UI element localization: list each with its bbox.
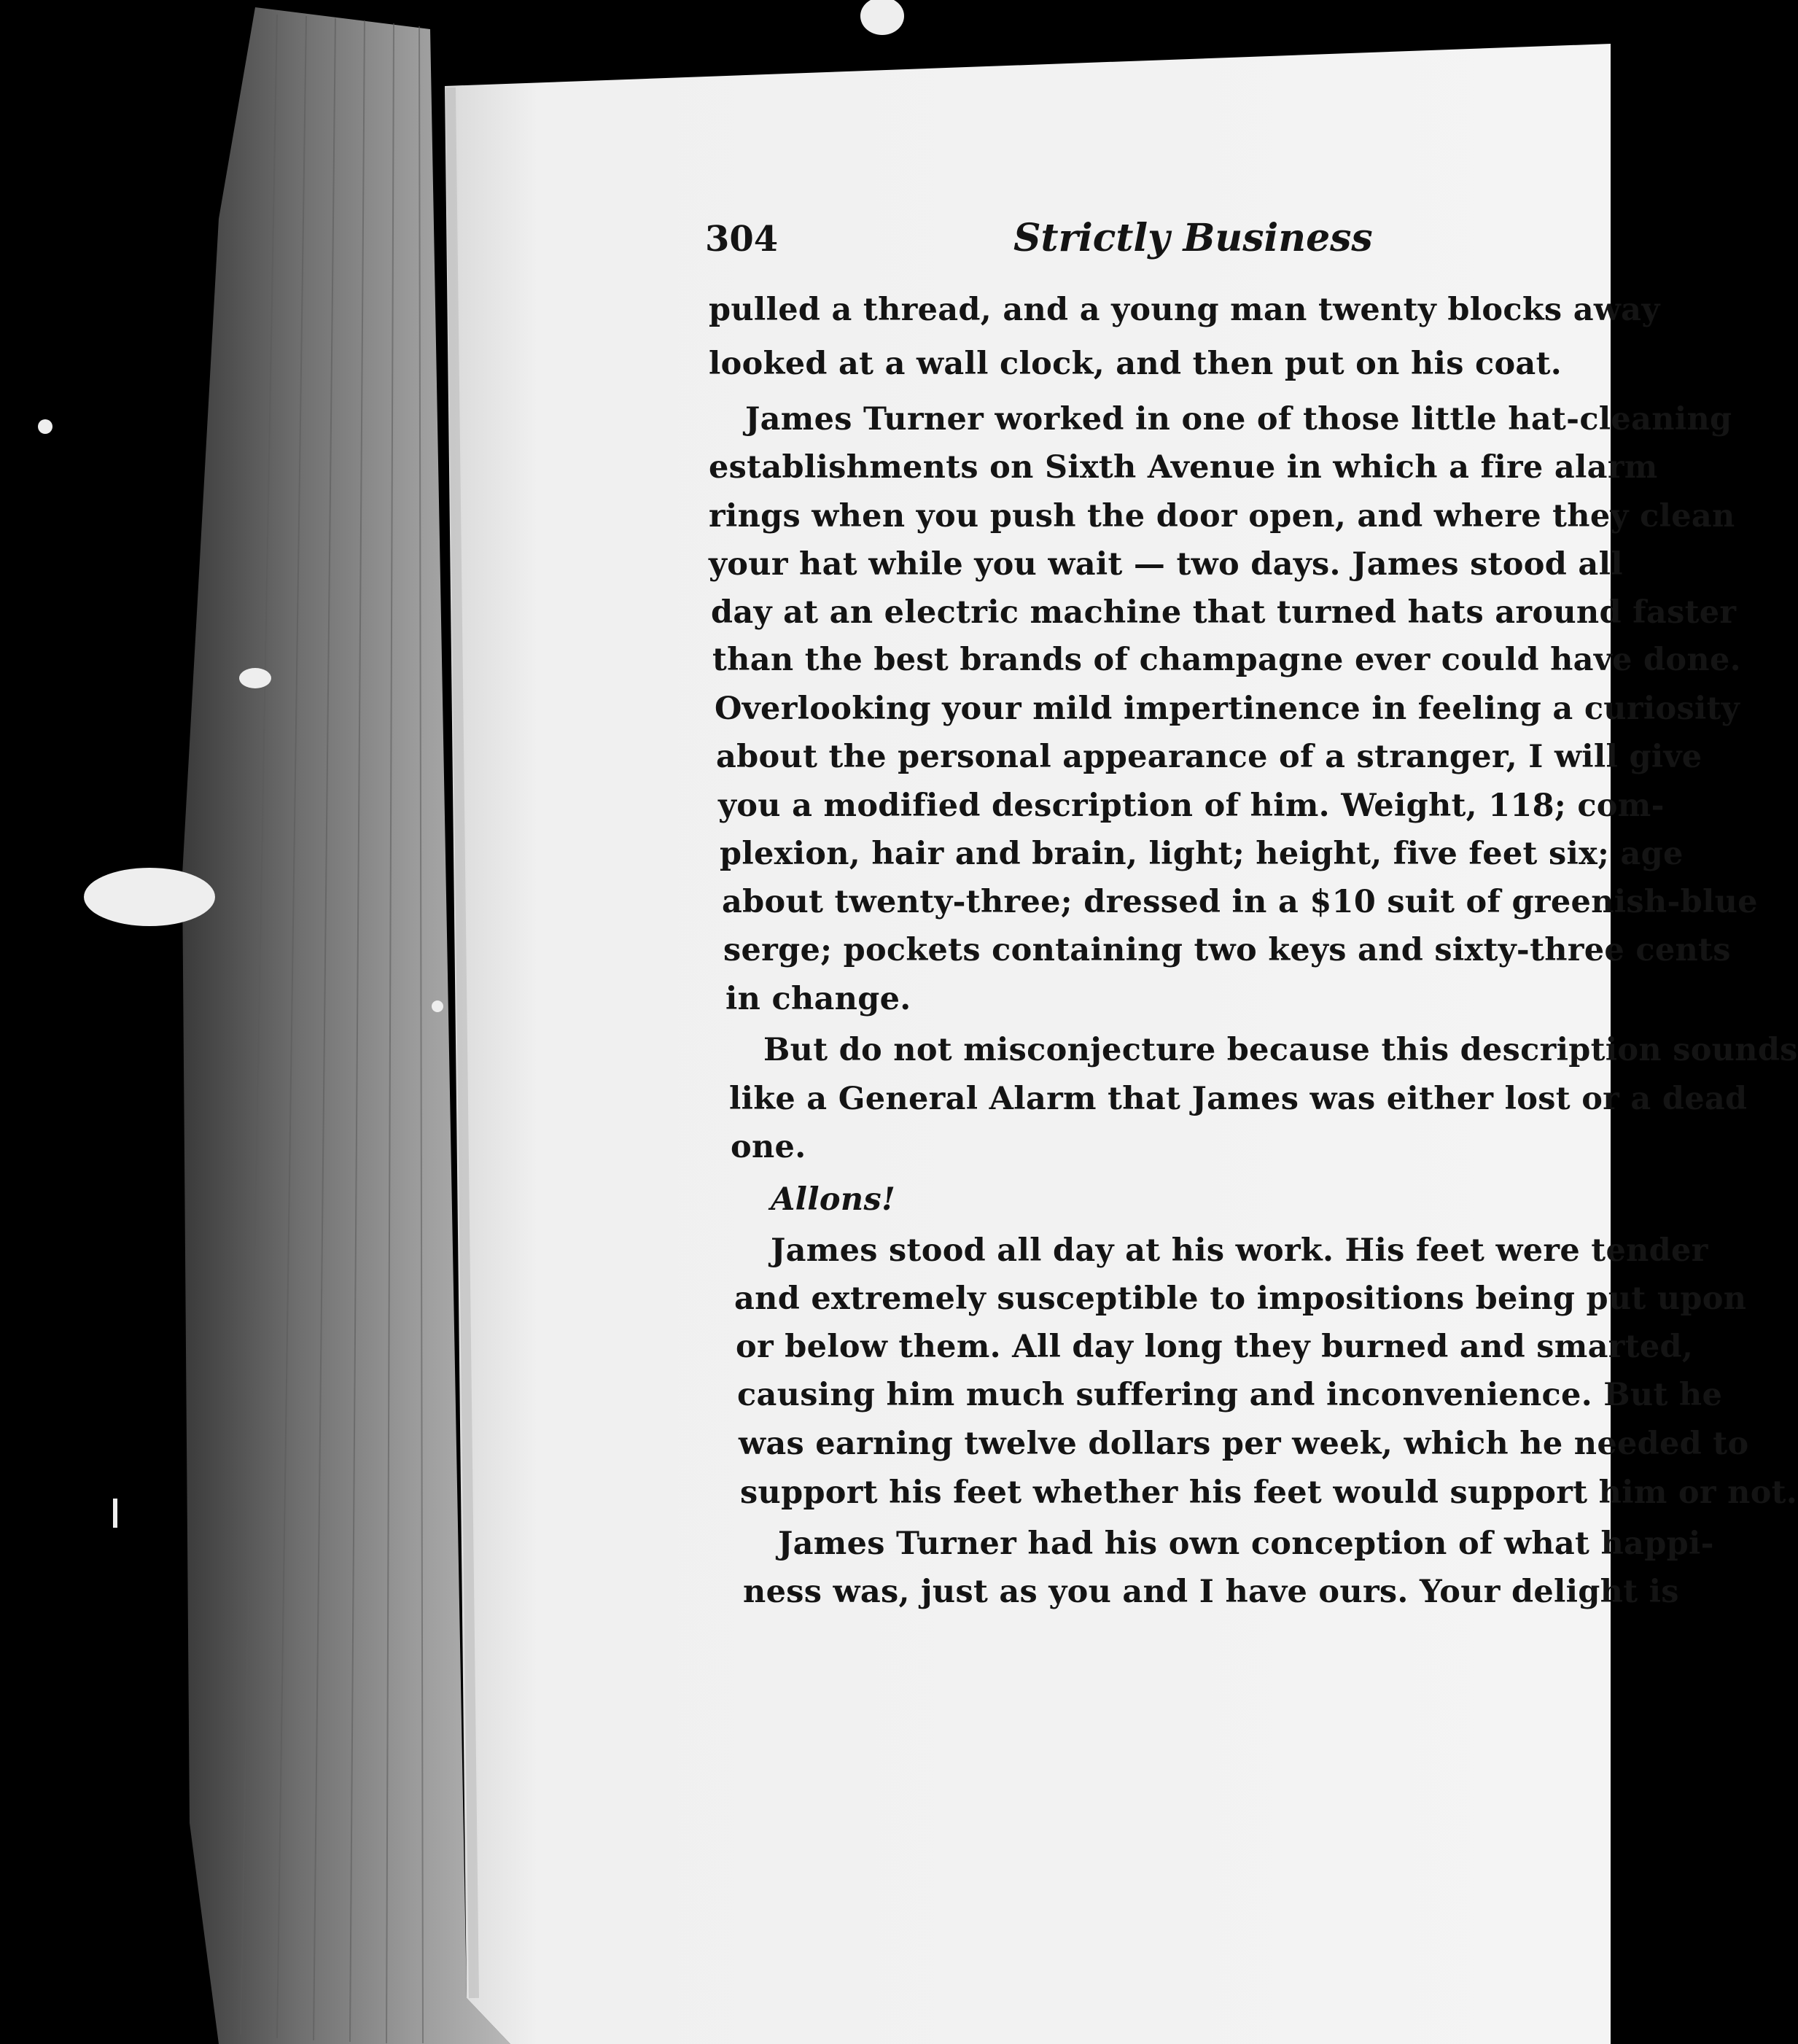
body-line: you a modified description of him. Weight, 118; com- bbox=[718, 788, 1665, 824]
body-line: rings when you push the door open, and where they clean bbox=[709, 498, 1735, 535]
body-line: James stood all day at his work. His feet were tender bbox=[771, 1232, 1708, 1269]
body-line: James Turner worked in one of those little hat-cleaning bbox=[745, 401, 1732, 438]
body-line: ness was, just as you and I have ours. Your delight is bbox=[743, 1574, 1679, 1610]
body-line: serge; pockets containing two keys and sixty-three cents bbox=[723, 932, 1731, 968]
body-line: in change. bbox=[725, 981, 911, 1017]
body-line: or below them. All day long they burned and smarted, bbox=[736, 1329, 1694, 1365]
body-line: causing him much suffering and inconvenience. But he bbox=[737, 1377, 1723, 1413]
body-line: about the personal appearance of a stranger, I will give bbox=[716, 739, 1702, 775]
body-line: about twenty-three; dressed in a $10 suit of greenish-blue bbox=[722, 884, 1758, 920]
body-line: Overlooking your mild impertinence in feeling a curiosity bbox=[715, 691, 1740, 727]
body-line: But do not misconjecture because this description sounds bbox=[763, 1032, 1798, 1068]
body-line: support his feet whether his feet would support him or not. bbox=[740, 1474, 1798, 1511]
body-line: looked at a wall clock, and then put on his coat. bbox=[709, 346, 1562, 382]
running-head: Strictly Business bbox=[1013, 216, 1373, 260]
body-line: like a General Alarm that James was either lost or a dead bbox=[729, 1081, 1748, 1117]
body-line: and extremely susceptible to impositions being put upon bbox=[734, 1281, 1747, 1317]
body-line: your hat while you wait — two days. James stood all bbox=[709, 546, 1623, 583]
body-line: Allons! bbox=[771, 1181, 896, 1218]
body-line: was earning twelve dollars per week, which he needed to bbox=[739, 1426, 1749, 1462]
body-line: day at an electric machine that turned hats around faster bbox=[711, 594, 1737, 631]
body-line: than the best brands of champagne ever could have done. bbox=[712, 642, 1741, 678]
body-line: pulled a thread, and a young man twenty blocks away bbox=[709, 292, 1660, 328]
body-line: establishments on Sixth Avenue in which a fire alarm bbox=[709, 449, 1658, 486]
page-number: 304 bbox=[705, 219, 779, 260]
body-line: one. bbox=[731, 1129, 806, 1165]
body-line: James Turner had his own conception of what happi- bbox=[778, 1526, 1714, 1562]
body-line: plexion, hair and brain, light; height, five feet six; age bbox=[720, 836, 1684, 872]
